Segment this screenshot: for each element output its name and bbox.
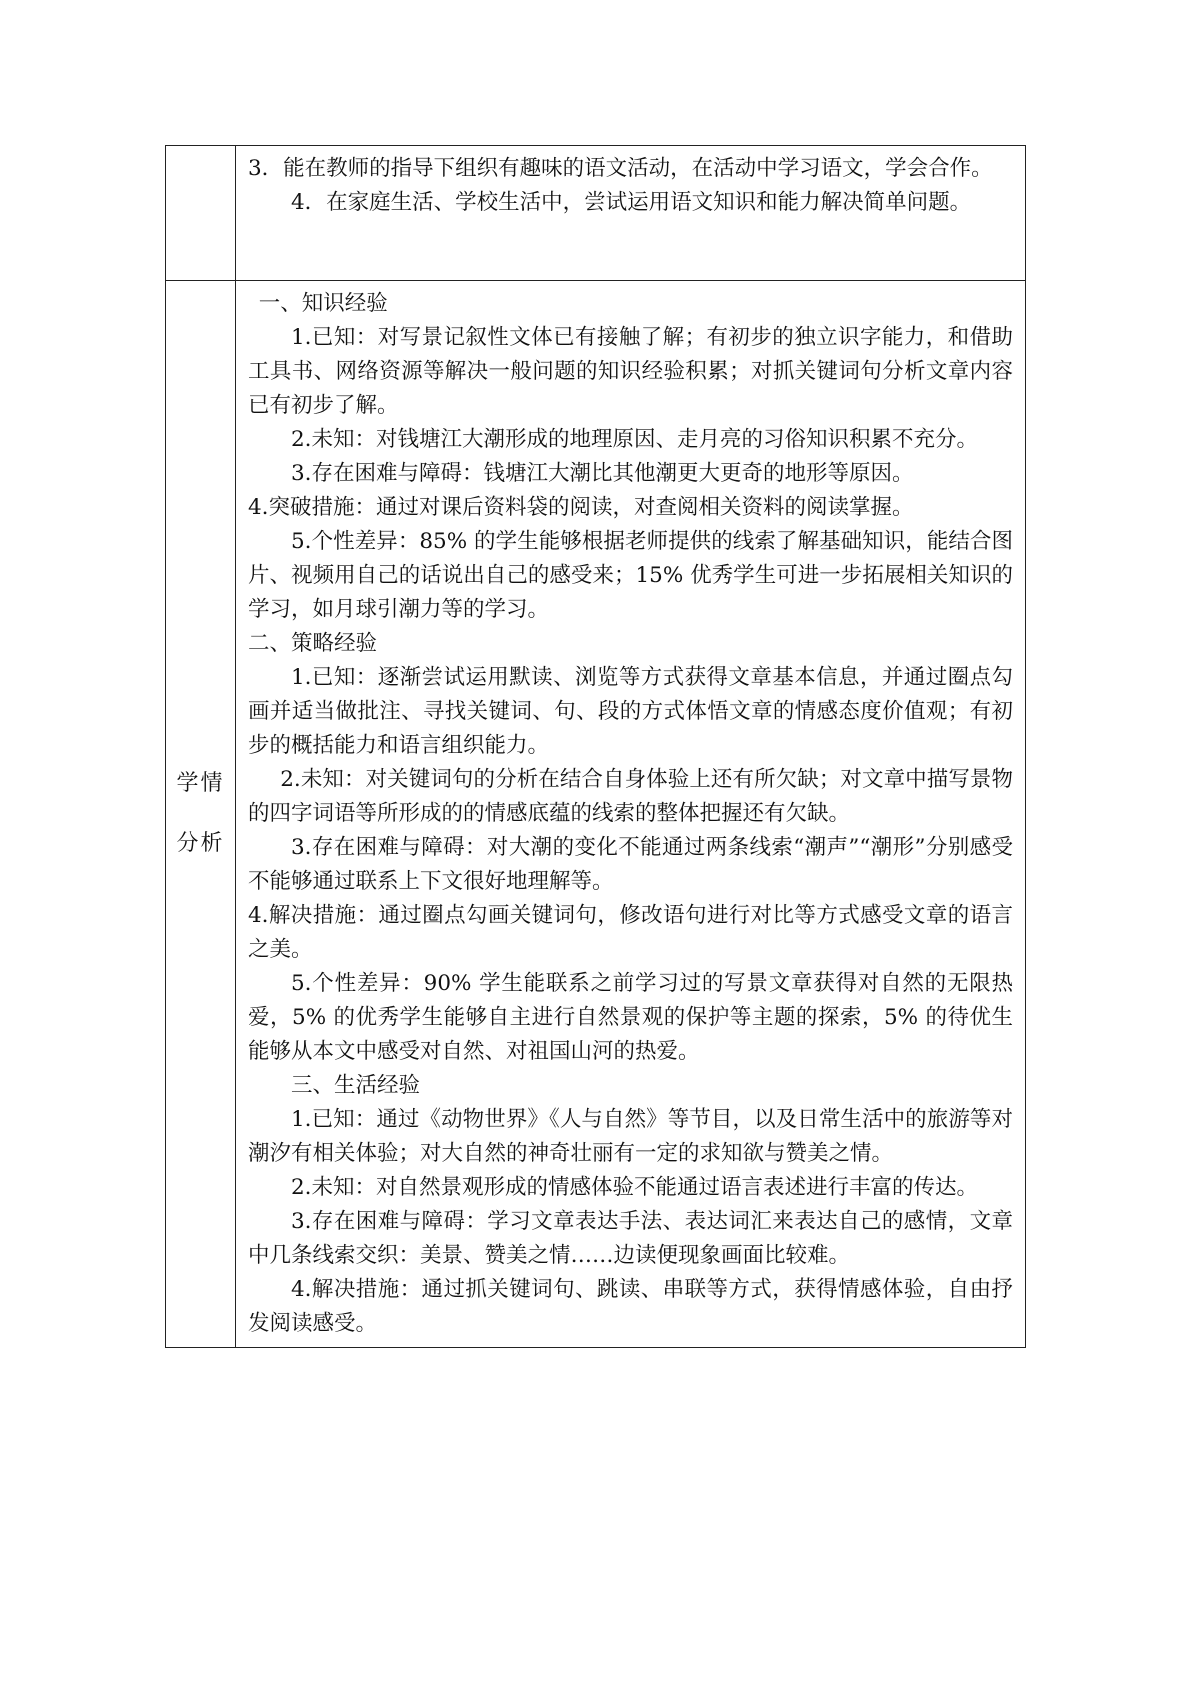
paragraph: 3．能在教师的指导下组织有趣味的语文活动，在活动中学习语文，学会合作。 (248, 156, 993, 181)
table-row (166, 146, 1026, 281)
paragraph: 3.存在困难与障碍：钱塘江大潮比其他潮更大更奇的地形等原因。 (291, 461, 914, 486)
paragraph: 5.个性差异：85% 的学生能够根据老师提供的线索了解基础知识，能结合图片、视频用自己的话说出自己的感受来；15% 优秀学生可进一步拓展相关知识的学习，如月球引潮力等的学习。 (248, 529, 1013, 622)
row-label-line: 学情 (176, 771, 225, 796)
paragraph: 4．在家庭生活、学校生活中，尝试运用语文知识和能力解决简单问题。 (291, 190, 972, 215)
row-content-cell (236, 281, 1026, 1348)
paragraph: 4.解决措施：通过抓关键词句、跳读、串联等方式，获得情感体验，自由抒发阅读感受。 (248, 1277, 1013, 1336)
paragraph: 2.未知：对钱塘江大潮形成的地理原因、走月亮的习俗知识积累不充分。 (291, 427, 979, 452)
paragraph: 4.突破措施：通过对课后资料袋的阅读，对查阅相关资料的阅读掌握。 (248, 495, 914, 520)
section-heading: 三、生活经验 (291, 1073, 421, 1098)
row-label-line: 分析 (176, 831, 225, 856)
paragraph: 3.存在困难与障碍：对大潮的变化不能通过两条线索“潮声”“潮形”分别感受不能够通过联系上下文很好地理解等。 (248, 835, 1013, 894)
section-heading: 一、知识经验 (258, 291, 388, 316)
paragraph: 2.未知：对关键词句的分析在结合自身体验上还有所欠缺；对文章中描写景物的四字词语等所形成的的情感底蕴的线索的整体把握还有欠缺。 (248, 767, 1013, 826)
paragraph: 1.已知：逐渐尝试运用默读、浏览等方式获得文章基本信息，并通过圈点勾画并适当做批注、寻找关键词、句、段的方式体悟文章的情感态度价值观；有初步的概括能力和语言组织能力。 (248, 665, 1013, 758)
row-label-cell (166, 281, 236, 1348)
paragraph: 2.未知：对自然景观形成的情感体验不能通过语言表述进行丰富的传达。 (291, 1175, 979, 1200)
paragraph: 3.存在困难与障碍：学习文章表达手法、表达词汇来表达自己的感情，文章中几条线索交织：美景、赞美之情……边读便现象画面比较难。 (248, 1209, 1013, 1268)
paragraph: 1.已知：通过《动物世界》《人与自然》等节目，以及日常生活中的旅游等对潮汐有相关体验；对大自然的神奇壮丽有一定的求知欲与赞美之情。 (248, 1107, 1013, 1166)
paragraph: 1.已知：对写景记叙性文体已有接触了解；有初步的独立识字能力，和借助工具书、网络资源等解决一般问题的知识经验积累；对抓关键词句分析文章内容已有初步了解。 (248, 325, 1013, 418)
paragraph: 4.解决措施：通过圈点勾画关键词句，修改语句进行对比等方式感受文章的语言之美。 (248, 903, 1013, 962)
section-heading: 二、策略经验 (248, 631, 378, 656)
table-row (166, 281, 1026, 1348)
lesson-plan-table (165, 145, 1026, 1348)
row-label-cell (166, 146, 236, 281)
paragraph: 5.个性差异：90% 学生能联系之前学习过的写景文章获得对自然的无限热爱，5% 的优秀学生能够自主进行自然景观的保护等主题的探索，5% 的待优生能够从本文中感受对自然、对祖国山河的热爱。 (248, 971, 1013, 1064)
row-content-cell (236, 146, 1026, 281)
